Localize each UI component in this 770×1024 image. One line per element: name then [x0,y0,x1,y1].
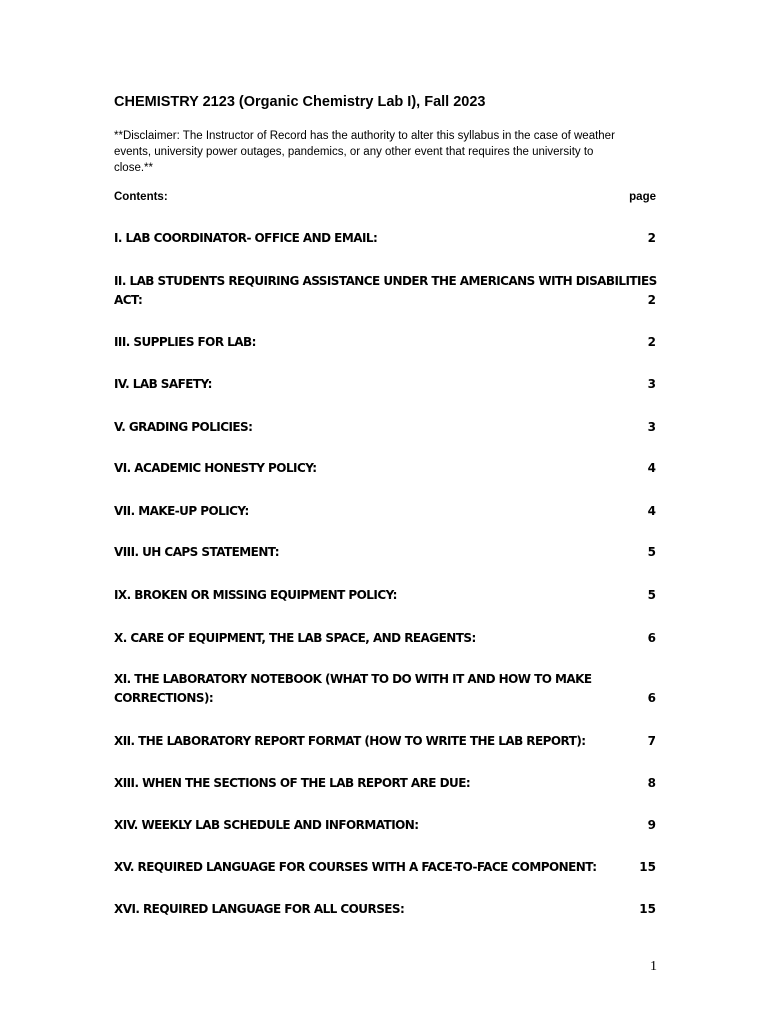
toc-entry-page: 7 [647,734,656,748]
toc-entry [114,670,656,708]
document-title: CHEMISTRY 2123 (Organic Chemistry Lab I), Fall 2023 [114,94,486,110]
toc-entry-page: 3 [647,377,656,391]
toc-entry-title: XII. THE LABORATORY REPORT FORMAT (HOW TO WRITE THE LAB REPORT): [114,734,586,748]
toc-entry-page: 4 [647,504,656,518]
toc-entry [114,229,656,248]
toc-entry-title: IX. BROKEN OR MISSING EQUIPMENT POLICY: [114,588,397,602]
toc-entry-title: XVI. REQUIRED LANGUAGE FOR ALL COURSES: [114,902,405,916]
toc-entry [114,543,656,562]
toc-entry-title: III. SUPPLIES FOR LAB: [114,335,256,349]
toc-entry-page: 6 [647,631,656,645]
toc-entry-title: XV. REQUIRED LANGUAGE FOR COURSES WITH A FACE-TO-FACE COMPONENT: [114,860,597,874]
toc-entry [114,858,656,877]
toc-entry [114,900,656,919]
toc-entry-title: II. LAB STUDENTS REQUIRING ASSISTANCE UNDER THE AMERICANS WITH DISABILITIES ACT: [114,274,657,307]
toc-entry-title: XIV. WEEKLY LAB SCHEDULE AND INFORMATION: [114,818,419,832]
toc-entry-page: 8 [647,776,656,790]
toc-entry-page: 15 [639,860,656,874]
toc-entry [114,418,656,437]
toc-entry-page: 9 [647,818,656,832]
page-number: 1 [650,959,657,974]
toc-entry [114,375,656,394]
toc-entry-page: 2 [647,335,656,349]
toc-entry [114,774,656,793]
toc-entry-title: I. LAB COORDINATOR- OFFICE AND EMAIL: [114,231,378,245]
toc-entry-title: VII. MAKE-UP POLICY: [114,504,249,518]
toc-entry [114,586,656,605]
toc-entry-title: VI. ACADEMIC HONESTY POLICY: [114,461,317,475]
disclaimer-text: **Disclaimer: The Instructor of Record has the authority to alter this syllabus in the case of weather events, university power outages, pandemics, or any other event that requires the university to close.** [114,130,615,174]
page-column-label: page [629,191,656,203]
toc-entry [114,502,656,521]
toc-entry [114,732,656,751]
toc-entry-page: 4 [647,461,656,475]
toc-entry-page: 2 [647,231,656,245]
toc-entry [114,816,656,835]
toc-entry-title: XIII. WHEN THE SECTIONS OF THE LAB REPORT ARE DUE: [114,776,471,790]
toc-entry-title: V. GRADING POLICIES: [114,420,253,434]
toc-entry-page: 5 [647,545,656,559]
toc-entry [114,333,656,352]
toc-entry-page: 15 [639,902,656,916]
contents-label: Contents: [114,191,168,203]
toc-entry-title: VIII. UH CAPS STATEMENT: [114,545,280,559]
toc-entry [114,629,656,648]
toc-entry-title: IV. LAB SAFETY: [114,377,212,391]
toc-entry-page: 5 [647,588,656,602]
toc-entry-page: 6 [647,691,656,705]
toc-entry-title: X. CARE OF EQUIPMENT, THE LAB SPACE, AND REAGENTS: [114,631,476,645]
toc-entry-page: 2 [647,293,656,307]
toc-entry [114,272,656,310]
toc-entry [114,459,656,478]
toc-entry-title: XI. THE LABORATORY NOTEBOOK (WHAT TO DO WITH IT AND HOW TO MAKE CORRECTIONS): [114,672,592,705]
toc-entry-page: 3 [647,420,656,434]
